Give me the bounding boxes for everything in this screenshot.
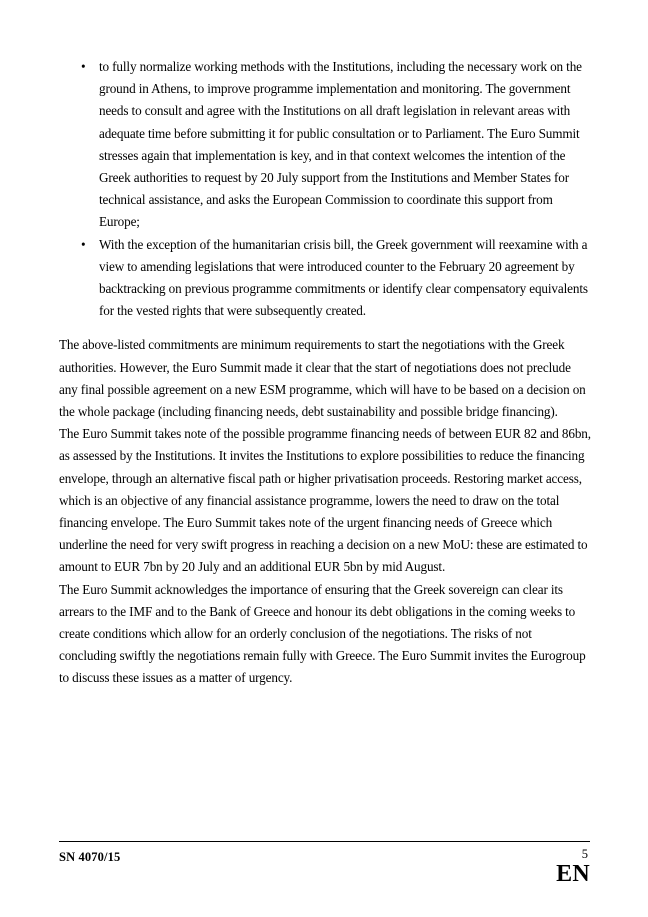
page-number: 5 [581,847,588,861]
list-item-text: to fully normalize working methods with the Institutions, including the necessary work on the ground in Athens, to improve programme implementation and monitoring. The government needs to consult and agree with the Institutions on all draft legislation in relevant areas with adequate time before submitting it for public consultation or to Parliament. The Euro Summit stresses again that implementation is key, and in that context welcomes the intention of the Greek authorities to request by 20 July support from the Institutions and Member States for technical assistance, and asks the European Commission to coordinate this support from Europe; [99,59,582,230]
bullet-icon: • [81,59,86,74]
list-item [59,56,591,234]
paragraph-spacer [59,322,591,334]
paragraph-financing-needs: The Euro Summit takes note of the possible programme financing needs of between EUR 82 and 86bn, as assessed by the Institutions. It invites the Institutions to explore possibilities to reduce the financing envelope, through an alternative fiscal path or higher privatisation proceeds. Restoring market access, which is an objective of any financial assistance programme, lowers the need to draw on the total financing envelope. The Euro Summit takes note of the urgent financing needs of Greece which underline the need for very swift progress in reaching a decision on a new MoU: these are estimated to amount to EUR 7bn by 20 July and an additional EUR 5bn by mid August. [59,426,591,575]
paragraph-arrears-obligations: The Euro Summit acknowledges the importance of ensuring that the Greek sovereign can clear its arrears to the IMF and to the Bank of Greece and honour its debt obligations in the coming weeks to create conditions which allow for an orderly conclusion of the negotiations. The risks of not concluding swiftly the negotiations remain fully with Greece. The Euro Summit invites the Eurogroup to discuss these issues as a matter of urgency. [59,581,586,686]
commitments-bullet-list [59,56,591,322]
document-number: SN 4070/15 [59,850,121,864]
footer-divider [59,841,590,842]
paragraph-commitments-requirements: The above-listed commitments are minimum requirements to start the negotiations with the Greek authorities. However, the Euro Summit made it clear that the start of negotiations does not preclude any final possible agreement on a new ESM programme, which will have to be based on a decision on the whole package (including financing needs, debt sustainability and possible bridge financing). [59,337,586,420]
list-item [59,234,591,323]
document-body [59,56,591,690]
language-code: EN [556,861,590,887]
bullet-icon: • [81,236,86,252]
footer-right-group [556,847,590,887]
footer-row [59,847,590,893]
page-footer [59,841,590,893]
list-item-text: With the exception of the humanitarian crisis bill, the Greek government will reexamine with a view to amending legislations that were introduced counter to the February 20 agreement by backtracking on previous programme commitments or identify clear compensatory equivalents for the vested rights that were subsequently created. [99,236,588,319]
